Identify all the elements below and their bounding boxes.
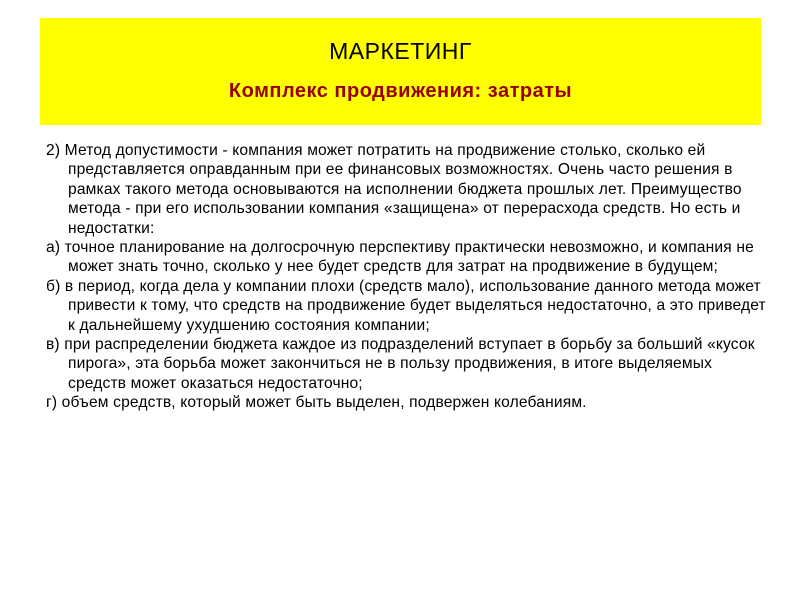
paragraph-point-a: а) точное планирование на долгосрочную перспективу практически невозможно, и компания не может знать точно, сколько у нее будет средств для затрат на продвижение в будущем; — [46, 239, 754, 276]
paragraph-point-b: б) в период, когда дела у компании плохи (средств мало), использование данного метода может привести к тому, что средств на продвижение будет выделяться недостаточно, а это приведет к дальнейшему ухудшению состояния компании; — [46, 277, 766, 334]
paragraph-method: 2) Метод допустимости - компания может потратить на продвижение столько, сколько ей представляется оправданным при ее финансовых возможностях. Очень часто решения в рамках такого метода основываются на исполнении бюджета прошлых лет. Преимущество метода - при его использовании компания «защищена» от перерасхода средств. Но есть и недостатки: — [46, 142, 742, 237]
slide-title: МАРКЕТИНГ — [329, 38, 472, 64]
slide-subtitle: Комплекс продвижения: затраты — [228, 80, 573, 102]
body-text — [46, 141, 766, 413]
paragraph-point-v: в) при распределении бюджета каждое из подразделений вступает в борьбу за больший «кусок пирога», эта борьба может закончиться не в пользу продвижения, в итоге выделяемых средств может оказаться недостаточно; — [46, 336, 755, 392]
paragraph-point-g: г) объем средств, который может быть выделен, подвержен колебаниям. — [46, 394, 587, 412]
title-banner — [40, 18, 761, 125]
